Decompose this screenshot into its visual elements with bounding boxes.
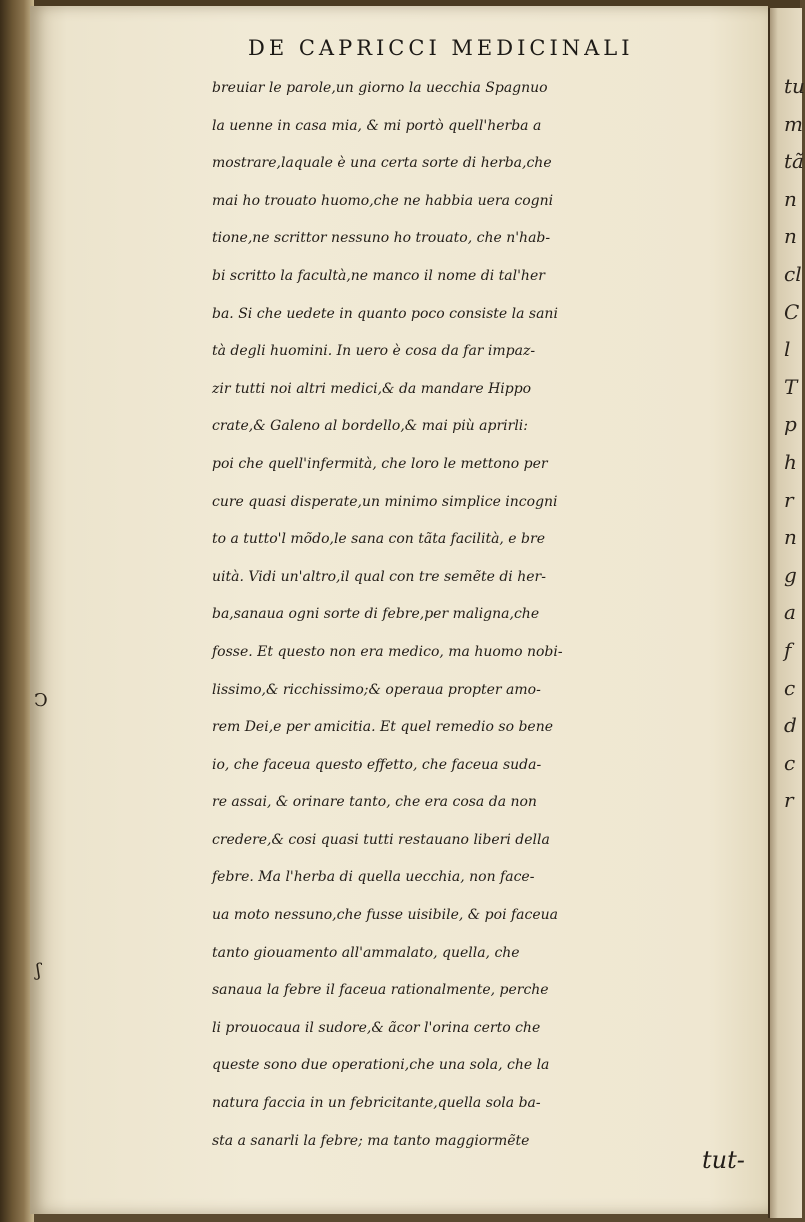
text-line: ba. Si che uedete in quanto poco consiste la sani [212, 305, 558, 322]
fragment: n [784, 525, 797, 550]
text-line: tione,ne scrittor nessuno ho trouato, che n'hab- [212, 230, 551, 247]
fragment: g [784, 562, 797, 587]
fragment: m [784, 111, 803, 136]
text-line: tanto giouamento all'ammalato, quella, che [212, 944, 520, 961]
text-line: queste sono due operationi,che una sola, che la [212, 1057, 550, 1074]
fragment: c [784, 750, 796, 775]
text-line: natura faccia in un febricitante,quella sola ba- [212, 1095, 541, 1112]
fragment: l [784, 337, 791, 362]
text-line: ba,sanaua ogni sorte di febre,per maligna,che [212, 606, 540, 623]
text-line: lissimo,& ricchissimo;& operaua propter amo- [212, 681, 541, 698]
text-line: mostrare,laquale è una certa sorte di herba,che [212, 155, 552, 172]
text-line: zir tutti noi altri medici,& da mandare Hippo [212, 380, 532, 397]
body-text [212, 70, 768, 1160]
fragment: p [784, 412, 797, 437]
text-line: io, che faceua questo effetto, che faceua suda- [212, 756, 542, 773]
facing-page-fragments [770, 68, 805, 820]
fragment: tu [784, 74, 805, 98]
fragment: cl [784, 261, 802, 286]
text-line: mai ho trouato huomo,che ne habbia uera cogni [212, 192, 554, 209]
text-line: to a tutto'l mõdo,le sana con tãta facilità, e bre [212, 531, 545, 548]
running-head: DE CAPRICCI MEDICINALI [248, 36, 634, 60]
text-line: bi scritto la facultà,ne manco il nome di tal'her [212, 267, 545, 284]
text-line: sta a sanarli la febre; ma tanto maggiormẽte [212, 1132, 530, 1149]
text-line: fosse. Et questo non era medico, ma huomo nobi- [212, 643, 563, 660]
text-line: uità. Vidi un'altro,il qual con tre semẽte di her- [212, 568, 546, 585]
text-line: la uenne in casa mia, & mi portò quell'herba a [212, 117, 542, 134]
text-line: sanaua la febre il faceua rationalmente, perche [212, 982, 549, 999]
fragment: r [784, 487, 794, 512]
text-line: ua moto nessuno,che fusse uisibile, & poi faceua [212, 907, 559, 924]
text-line: li prouocaua il sudore,& ãcor l'orina certo che [212, 1019, 541, 1036]
text-line: re assai, & orinare tanto, che era cosa da non [212, 794, 537, 811]
fragment: n [784, 186, 797, 211]
fragment: f [784, 637, 792, 662]
fragment: C [784, 299, 800, 324]
text-line: tà degli huomini. In uero è cosa da far impaz- [212, 343, 536, 360]
fragment: h [784, 449, 797, 474]
fragment: tã [784, 149, 804, 174]
facing-page-edge [768, 8, 805, 1218]
fragment: n [784, 224, 797, 249]
margin-mark: Ↄ [34, 690, 48, 711]
fragment: T [784, 374, 798, 399]
text-line: poi che quell'infermità, che loro le mettono per [212, 455, 548, 472]
text-line: cure quasi disperate,un minimo simplice incogni [212, 493, 558, 510]
fragment: c [784, 675, 796, 700]
text-line: febre. Ma l'herba di quella uecchia, non face- [212, 869, 535, 886]
text-line: rem Dei,e per amicitia. Et quel remedio so bene [212, 719, 553, 736]
fragment: a [784, 600, 796, 625]
text-line: crate,& Galeno al bordello,& mai più aprirli: [212, 418, 528, 435]
fragment: r [784, 788, 794, 813]
catchword: tut- [702, 1146, 745, 1174]
fragment: d [784, 713, 797, 738]
text-line: breuiar le parole,un giorno la uecchia Spagnuo [212, 80, 548, 96]
book-binding [0, 0, 34, 1222]
text-line: credere,& cosi quasi tutti restauano liberi della [212, 831, 550, 848]
margin-mark: ʃ [36, 960, 41, 981]
